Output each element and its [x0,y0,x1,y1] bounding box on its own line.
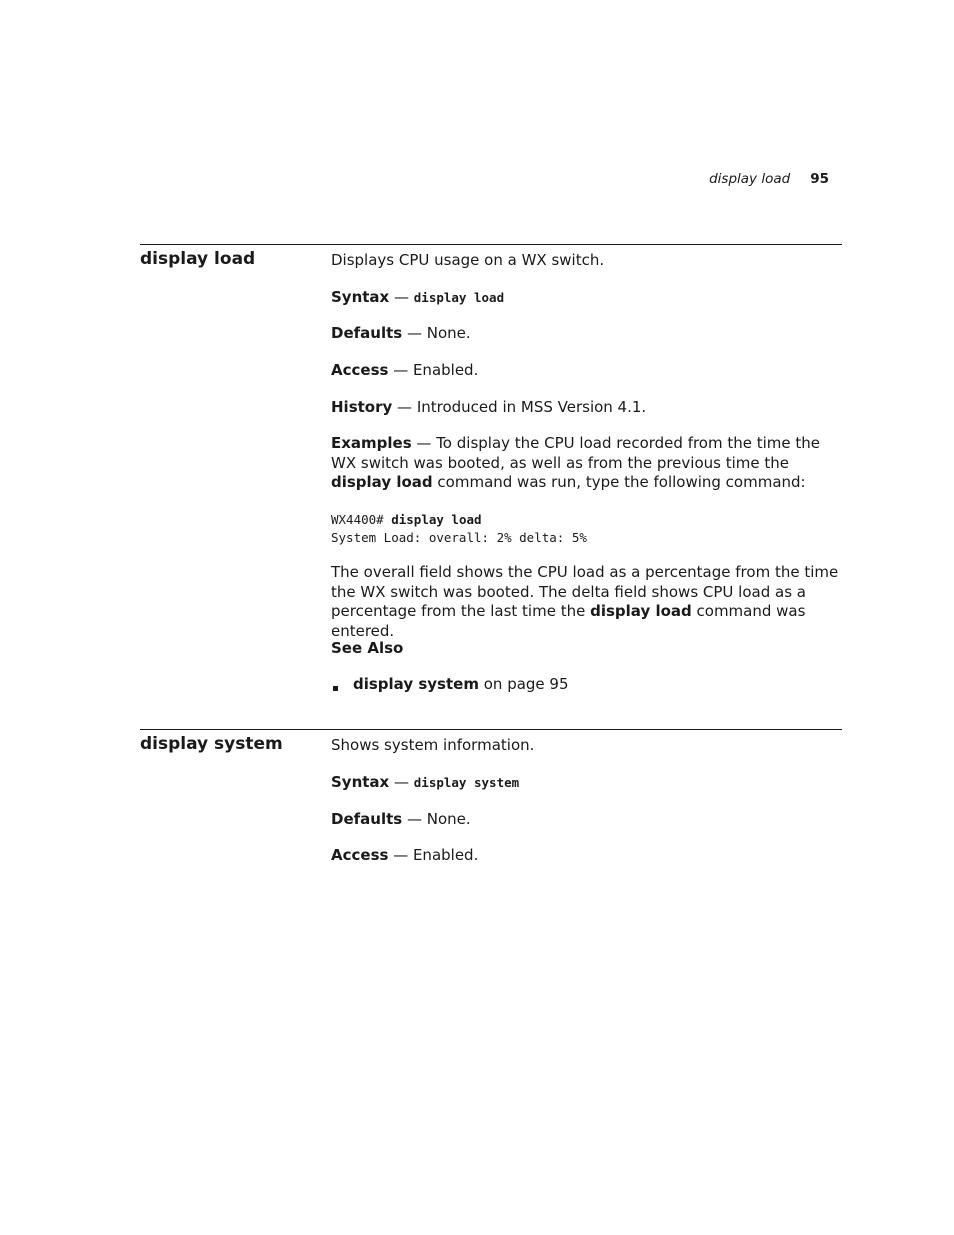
history-line [331,398,841,418]
history-label: History [331,398,393,416]
explain-text-1: The overall field shows the CPU load as a percentage from the time the WX switch was booted. The delta field shows CPU load as a percentage from the last time the [331,563,839,620]
syntax-label: Syntax [331,288,390,306]
section-title-display-system: display system [140,734,283,754]
explain-text-2: command was entered. [331,602,806,640]
section-title-display-load: display load [140,249,256,269]
syntax-command: display system [413,775,520,790]
description: Displays CPU usage on a WX switch. [331,251,605,269]
running-title: display load [709,171,791,187]
defaults-line [331,324,841,344]
defaults-text: — None. [402,324,471,342]
access-label: Access [331,846,389,864]
defaults-label: Defaults [331,324,403,342]
bullet-marker [333,686,338,691]
examples-command-ref: display load [331,473,433,491]
see-also-link[interactable]: display system [353,675,479,693]
defaults-label: Defaults [331,810,403,828]
defaults-text: — None. [402,810,471,828]
examples-paragraph [331,434,841,493]
code-output: System Load: overall: 2% delta: 5% [331,529,587,545]
defaults-line [331,810,841,830]
syntax-command: display load [413,290,505,305]
examples-label: Examples [331,434,412,452]
explanation-paragraph [331,563,841,641]
see-also-suffix: on page 95 [478,675,569,693]
explain-command-ref: display load [590,602,692,620]
access-label: Access [331,361,389,379]
section-divider [140,244,842,245]
syntax-line [331,288,841,308]
access-line [331,846,841,866]
page-number: 95 [810,171,829,187]
code-prompt: WX4400# [331,512,392,527]
see-also-heading: See Also [331,639,404,657]
examples-text-1: — To display the CPU load recorded from the time the WX switch was booted, as well as from the previous time the [331,434,821,472]
history-text: — Introduced in MSS Version 4.1. [392,398,647,416]
running-header [709,171,829,187]
syntax-separator: — [389,773,414,791]
syntax-line [331,773,841,793]
description: Shows system information. [331,736,535,754]
syntax-label: Syntax [331,773,390,791]
syntax-separator: — [389,288,414,306]
code-example [331,511,587,546]
access-text: — Enabled. [388,361,479,379]
see-also-item [353,675,569,695]
section-divider [140,729,842,730]
code-command: display load [391,512,482,527]
access-text: — Enabled. [388,846,479,864]
examples-text-2: command was run, type the following command: [432,473,806,491]
access-line [331,361,841,381]
